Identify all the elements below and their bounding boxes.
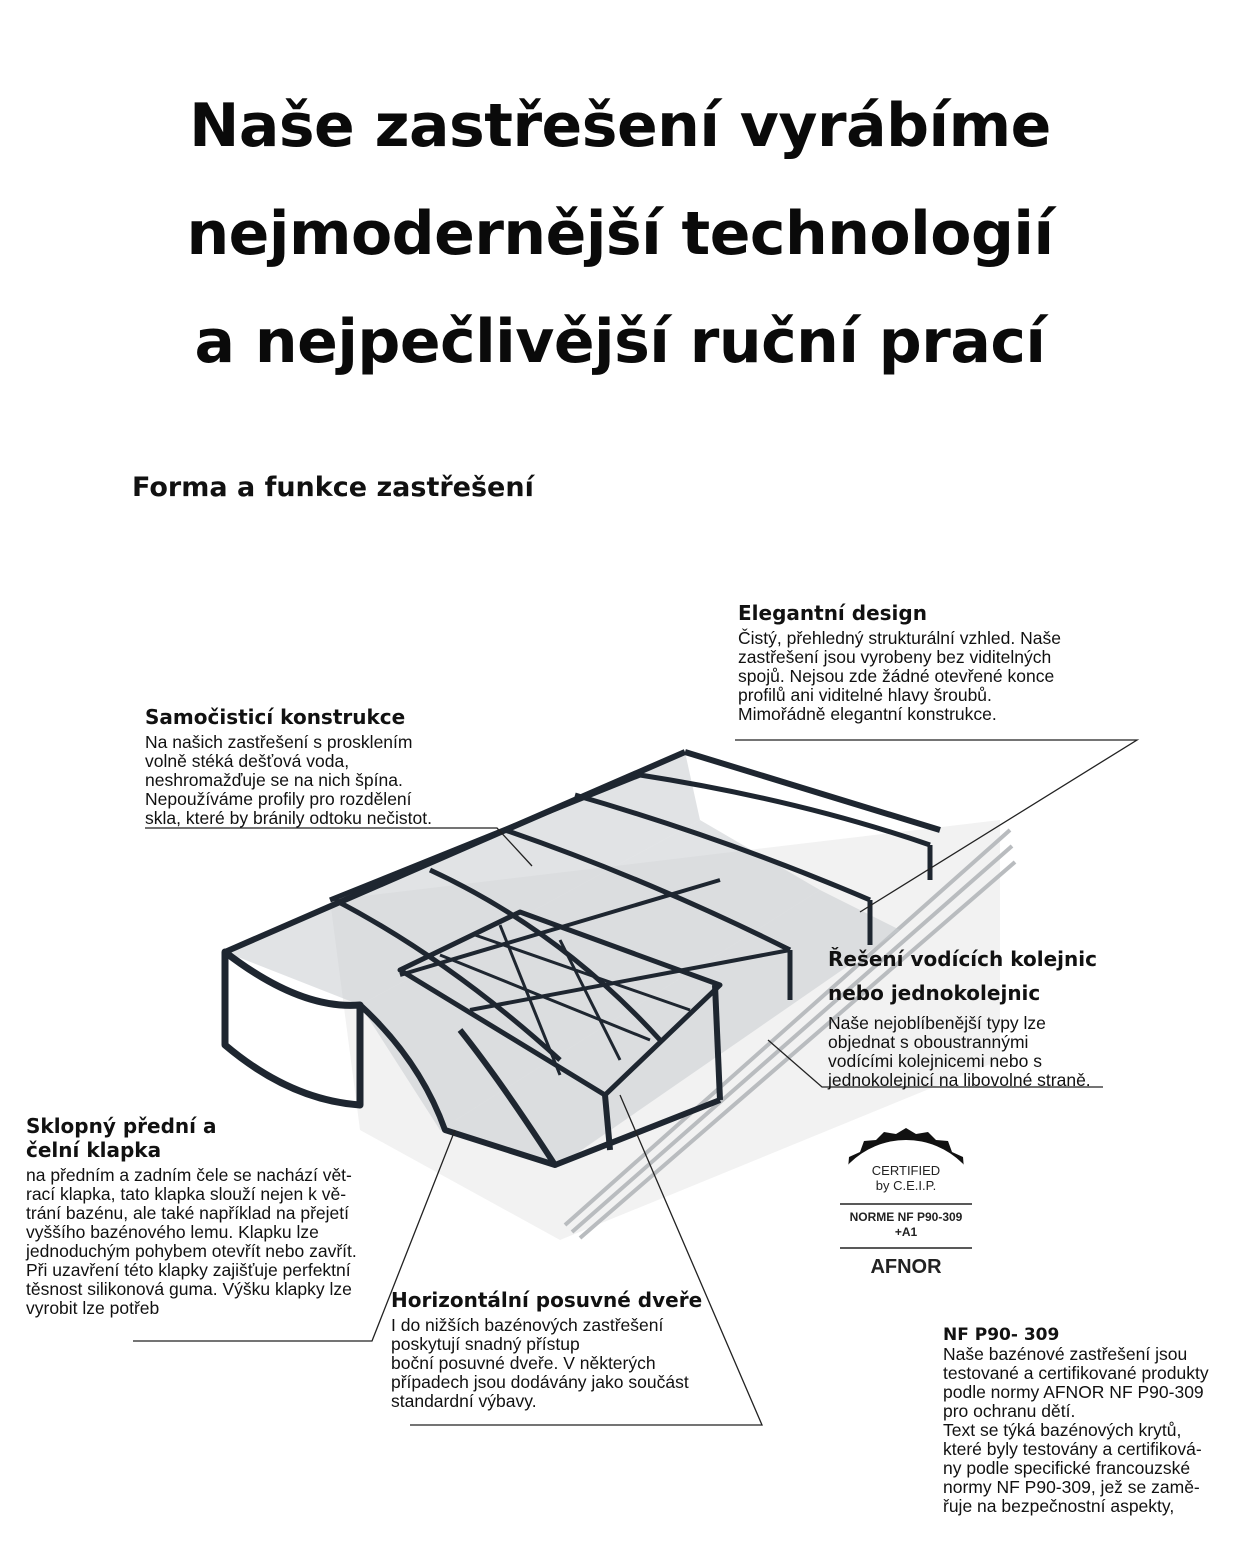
- callout-self-cleaning: [145, 705, 505, 828]
- callout-norm-body: Naše bazénové zastřešení jsou testované a certifikované produkty podle normy AFNOR NF P90-309 pro ochranu dětí. Text se týká bazénových krytů, které byly testovány a certifiková- ny podle specifické francouzské normy NF P90-309, jež se zamě- řuje na bezpečnostní aspekty,: [943, 1344, 1209, 1516]
- headline-line-3: a nejpečlivější ruční prací: [194, 307, 1046, 377]
- callout-sliding-doors-title: Horizontální posuvné dveře: [391, 1288, 703, 1312]
- callout-front-flap-title-1: Sklopný přední a: [26, 1114, 217, 1138]
- seal-norm: NORME NF P90-309: [849, 1210, 963, 1224]
- seal-certified: CERTIFIED: [871, 1163, 941, 1178]
- callout-sliding-doors-body: I do nižších bazénových zastřešení poskytují snadný přístup boční posuvné dveře. V některých případech jsou dodávány jako součást standardní výbavy.: [391, 1315, 689, 1411]
- callout-guide-rails-title-1: Řešení vodících kolejnic: [828, 947, 1097, 971]
- callout-elegant-design-body: Čistý, přehledný strukturální vzhled. Naše zastřešení jsou vyrobeny bez viditelných spojů. Nejsou zde žádné otevřené konce profilů ani viditelné hlavy šroubů. Mimořádně elegantní konstrukce.: [738, 628, 1061, 724]
- callout-norm-title: NF P90- 309: [943, 1325, 1060, 1345]
- callout-front-flap: [26, 1114, 406, 1318]
- callout-elegant-design-title: Elegantní design: [738, 601, 927, 625]
- seal-afnor: AFNOR: [870, 1256, 942, 1278]
- callout-front-flap-title-2: čelní klapka: [26, 1138, 162, 1162]
- headline-line-1: Naše zastřešení vyrábíme: [189, 91, 1051, 161]
- callout-norm: [943, 1325, 1233, 1516]
- callout-sliding-doors: [391, 1288, 751, 1411]
- callout-self-cleaning-title: Samočisticí konstrukce: [145, 705, 406, 729]
- headline-line-2: nejmodernější technologií: [186, 199, 1054, 269]
- seal-a1: +A1: [894, 1225, 918, 1239]
- section-title: Forma a funkce zastřešení: [132, 472, 534, 503]
- callout-guide-rails: [828, 942, 1208, 1090]
- seal-ceip: by C.E.I.P.: [875, 1178, 937, 1193]
- callout-guide-rails-title-2: nebo jednokolejnic: [828, 981, 1041, 1005]
- callout-elegant-design: [738, 601, 1158, 724]
- callout-front-flap-body: na předním a zadním čele se nachází vět- rací klapka, tato klapka slouží nejen k vě- trání bazénu, ale také například na přejetí vyššího bazénového lemu. Klapku lze jednoduchým pohybem otevřít nebo zavřít. Při uzavření této klapky zajišťuje perfektní těsnost silikonová guma. Výšku klapky lze vyrobit lze potřeb: [26, 1165, 357, 1318]
- callout-guide-rails-body: Naše nejoblíbenější typy lze objednat s oboustrannými vodícími kolejnicemi nebo s jednokolejnicí na libovolné straně.: [828, 1013, 1091, 1090]
- afnor-certification-seal: [810, 1124, 1002, 1316]
- callout-self-cleaning-body: Na našich zastřešení s prosklením volně stéká dešťová voda, neshromažďuje se na nich špína. Nepoužíváme profily pro rozdělení skla, které by bránily odtoku nečistot.: [145, 732, 432, 828]
